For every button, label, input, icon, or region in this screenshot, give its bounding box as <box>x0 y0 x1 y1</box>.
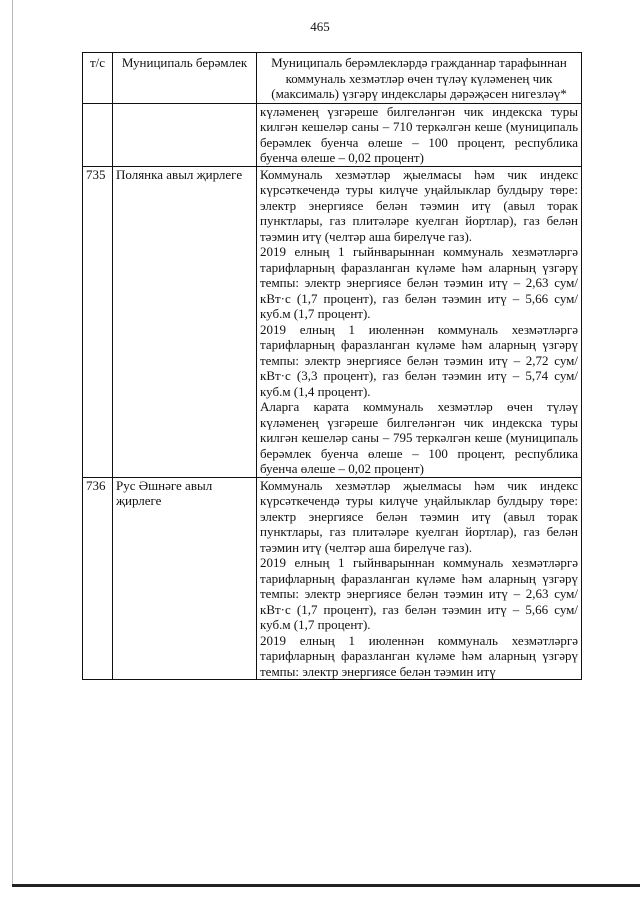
table-row-continuation <box>83 103 582 166</box>
description-paragraph: 2019 елның 1 гыйнварыннан коммуналь хезмәтләргә тарифларның фаразланган күләме һәм аларның үзгәрү темпы: электр энергиясе белән тәэмин итү – 2,63 сум/кВт·с (1,7 процент), газ белән тәэмин итү – 5,66 сум/куб.м (1,7 процент). <box>260 244 578 321</box>
table-row <box>83 166 582 477</box>
municipality-name: Полянка авыл җирлеге <box>113 166 257 477</box>
description-paragraph: Коммуналь хезмәтләр җыелмасы һәм чик индекс күрсәткечендә туры килүче уңайлыклар булдыру төре: электр энергиясе белән тәэмин итү (авыл торак пунктлары, газ плитәләре куелган йортлар), газ белән тәэмин итү (челтәр аша бирелүче газ). <box>260 166 578 244</box>
header-basis: Муниципаль берәмлекләрдә гражданнар тарафыннан коммуналь хезмәтләр өчен түләү күләменең чик (максималь) үзгәрү индекслары дәрәҗәсен нигезләү* <box>257 53 582 104</box>
header-number: т/с <box>83 53 113 104</box>
description-paragraph: 2019 елның 1 июленнән коммуналь хезмәтләргә тарифларның фаразланган күләме һәм аларның үзгәрү темпы: электр энергиясе белән тәэмин итү – 2,72 сум/кВт·с (3,3 процент), газ белән тәэмин итү – 5,74 сум/куб.м (1,4 процент). <box>260 321 578 399</box>
page-number: 465 <box>310 19 330 34</box>
row-number: 735 <box>83 166 113 477</box>
description-paragraph: Аларга карата коммуналь хезмәтләр өчен түләү күләменең үзгәреше билгеләнгән чик индекска туры килгән кешеләр саны – 795 теркәлгән кеше (муниципаль берәмлек буенча өлеше – 100 процент, республика буенча өлеше – 0,02 процент) <box>260 399 578 476</box>
cell-empty-num <box>83 103 113 166</box>
header-municipality: Муниципаль берәмлек <box>113 53 257 104</box>
scan-left-edge <box>12 0 13 884</box>
row-description <box>257 166 582 477</box>
tariff-table <box>82 52 582 680</box>
description-paragraph: Коммуналь хезмәтләр җыелмасы һәм чик индекс күрсәткечендә туры килүче уңайлыклар булдыру төре: электр энергиясе белән тәэмин итү (авыл торак пунктлары, газ плитәләре куелган йортлар), газ белән тәэмин итү (челтәр аша бирелүче газ). <box>260 477 578 555</box>
row-description <box>257 477 582 680</box>
table-header-row <box>83 53 582 104</box>
municipality-name: Рус Әшнәге авыл җирлеге <box>113 477 257 680</box>
description-paragraph: 2019 елның 1 гыйнварыннан коммуналь хезмәтләргә тарифларның фаразланган күләме һәм аларның үзгәрү темпы: электр энергиясе белән тәэмин итү – 2,63 сум/кВт·с (1,7 процент), газ белән тәэмин итү – 5,66 сум/куб.м (1,7 процент). <box>260 555 578 632</box>
scan-bottom-edge <box>12 884 640 887</box>
row-number: 736 <box>83 477 113 680</box>
table-row <box>83 477 582 680</box>
cell-empty-name <box>113 103 257 166</box>
continuation-text: күләменең үзгәреше билгеләнгән чик индекска туры килгән кешеләр саны – 710 теркәлгән кеше (муниципаль берәмлек буенча өлеше – 100 процент, республика буенча өлеше – 0,02 процент) <box>257 103 582 166</box>
description-paragraph: 2019 елның 1 июленнән коммуналь хезмәтләргә тарифларның фаразланган күләме һәм аларның үзгәрү темпы: электр энергиясе белән тәэмин итү <box>260 632 578 679</box>
